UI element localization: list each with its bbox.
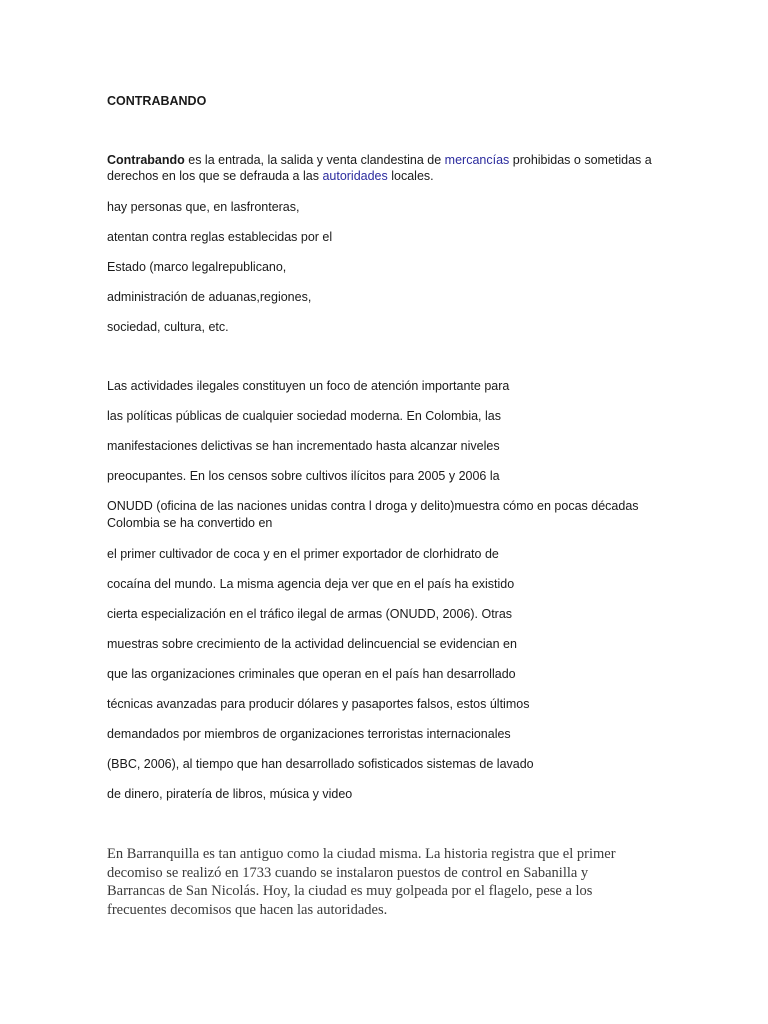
intro-line2-part1: derechos en los que se defrauda a las: [107, 169, 323, 183]
onudd-line-1: ONUDD (oficina de las naciones unidas contra l droga y delito)muestra cómo en pocas décadas: [107, 499, 639, 513]
text-line: (BBC, 2006), al tiempo que han desarrollado sofisticados sistemas de lavado: [107, 757, 534, 771]
text-line: que las organizaciones criminales que operan en el país han desarrollado: [107, 667, 516, 681]
autoridades-link[interactable]: autoridades: [322, 169, 388, 183]
onudd-line-2: Colombia se ha convertido en: [107, 516, 273, 530]
text-line: Las actividades ilegales constituyen un foco de atención importante para: [107, 379, 510, 393]
text-line: muestras sobre crecimiento de la actividad delincuencial se evidencian en: [107, 637, 517, 651]
intro-text-part1: es la entrada, la salida y venta clandestina de: [184, 153, 445, 167]
mercancias-link[interactable]: mercancías: [444, 153, 510, 167]
text-line: preocupantes. En los censos sobre cultivos ilícitos para 2005 y 2006 la: [107, 469, 500, 483]
intro-text-part2: prohibidas o sometidas a: [509, 153, 652, 167]
text-line: hay personas que, en lasfronteras,: [107, 200, 300, 214]
text-line: administración de aduanas,regiones,: [107, 290, 312, 304]
text-line: sociedad, cultura, etc.: [107, 320, 229, 334]
text-line: manifestaciones delictivas se han incrementado hasta alcanzar niveles: [107, 439, 500, 453]
intro-line-2: [107, 168, 434, 184]
text-line: atentan contra reglas establecidas por el: [107, 230, 333, 244]
document-title: CONTRABANDO: [107, 94, 207, 108]
text-line: técnicas avanzadas para producir dólares y pasaportes falsos, estos últimos: [107, 697, 530, 711]
intro-bold-term: Contrabando: [107, 153, 185, 167]
text-line: demandados por miembros de organizaciones terroristas internacionales: [107, 727, 511, 741]
text-line: Estado (marco legalrepublicano,: [107, 260, 287, 274]
text-line: de dinero, piratería de libros, música y video: [107, 787, 353, 801]
text-line: las políticas públicas de cualquier sociedad moderna. En Colombia, las: [107, 409, 501, 423]
text-line: el primer cultivador de coca y en el primer exportador de clorhidrato de: [107, 547, 499, 561]
intro-line-1: [107, 152, 652, 168]
barranquilla-paragraph: En Barranquilla es tan antiguo como la ciudad misma. La historia registra que el primer decomiso se realizó en 1733 cuando se instalaron puestos de control en Sabanilla y Barrancas de San Nicolás. Hoy, la ciudad es muy golpeada por el flagelo, pese a los frecuentes decomisos que hacen las autoridades.: [107, 846, 616, 918]
intro-line2-part2: locales.: [387, 169, 434, 183]
text-line: cierta especialización en el tráfico ilegal de armas (ONUDD, 2006). Otras: [107, 607, 513, 621]
text-line: cocaína del mundo. La misma agencia deja ver que en el país ha existido: [107, 577, 515, 591]
